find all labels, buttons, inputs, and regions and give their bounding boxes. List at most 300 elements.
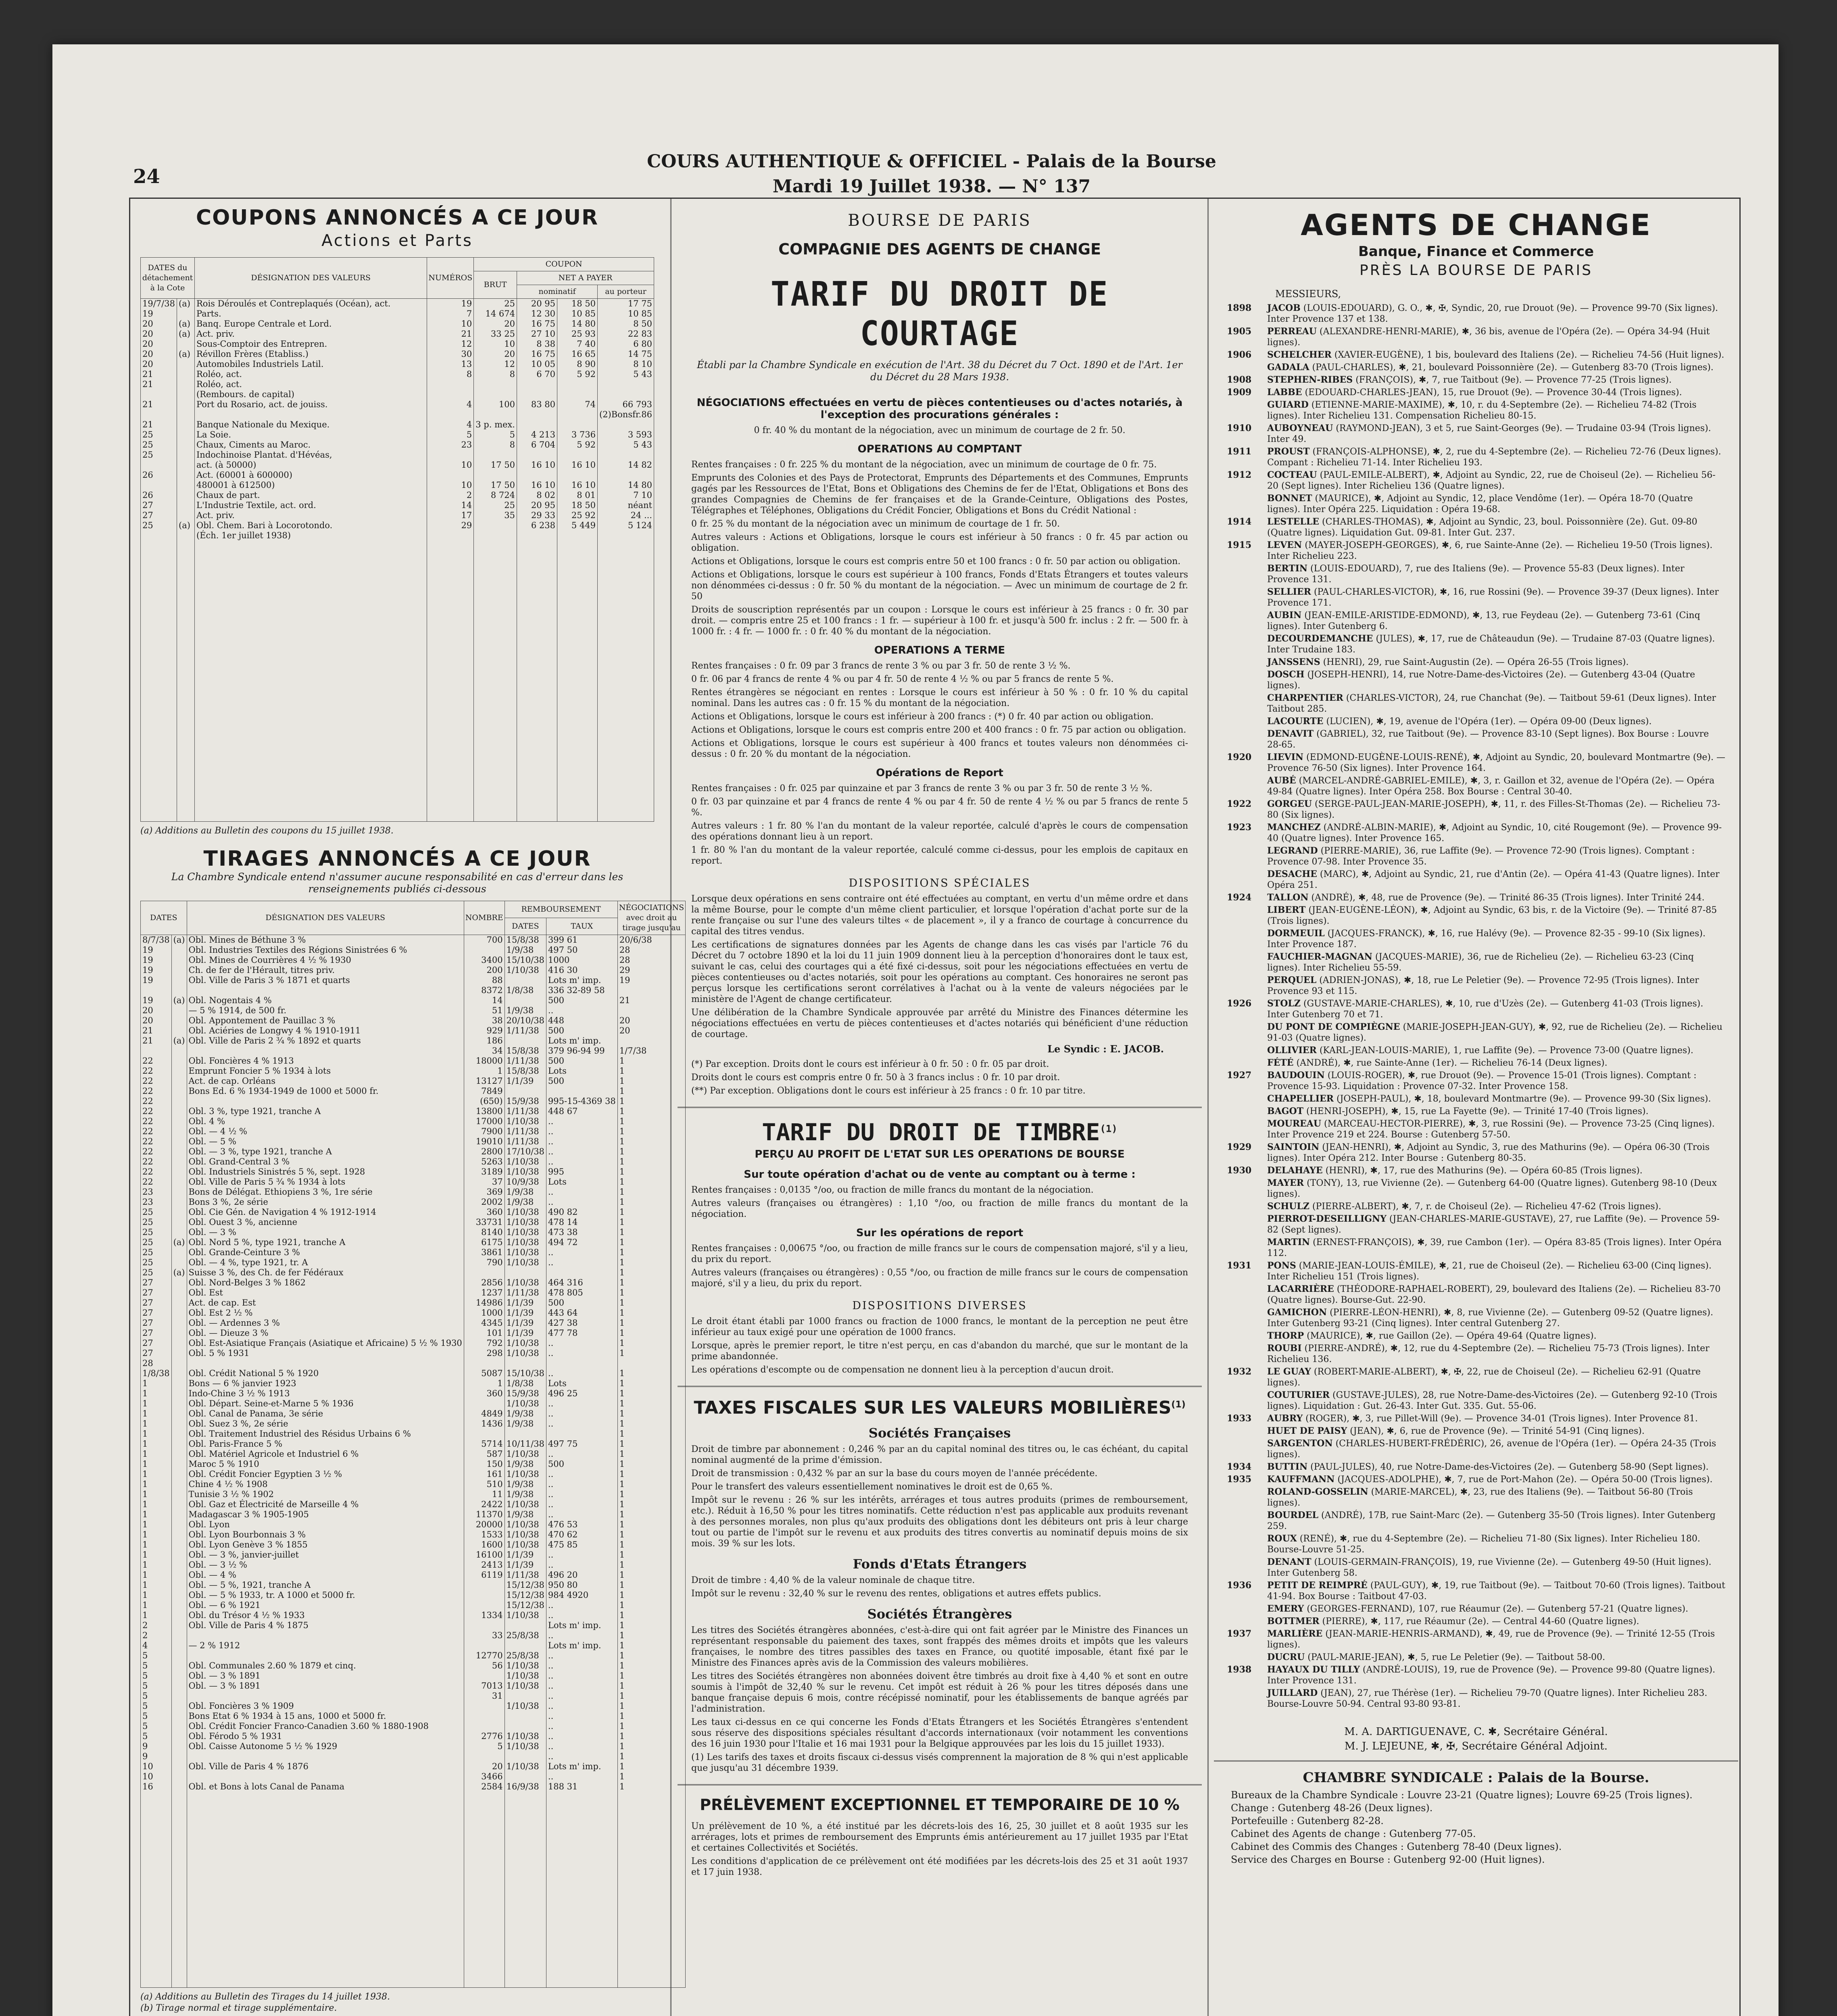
tirage-row	[141, 1348, 686, 1358]
agent-details: (SERGE-PAUL-JEAN-MARIE-JOSEPH), ✱, 11, r. des Filles-St-Thomas (2e). — Richelieu 73-80 (Six lignes).	[1267, 799, 1720, 820]
tirage-cell: 1	[617, 1248, 685, 1258]
agent-details: (EDMOND-EUGÈNE-LOUIS-RENÉ), ✱, Adjoint au Syndic, 20, boulevard Montmartre (9e). — Provence 76-50 (Six lignes). Inter Provence 164.	[1267, 752, 1726, 773]
tirage-cell: 1	[617, 1631, 685, 1641]
tirage-cell: 16100	[464, 1550, 505, 1560]
tirage-cell: 27	[141, 1348, 172, 1358]
agent-year	[1227, 1604, 1267, 1614]
tirage-cell: 1	[617, 1711, 685, 1721]
tirage-cell: Bons Ed. 6 % 1934-1949 de 1000 et 5000 fr.	[187, 1086, 464, 1096]
coupon-cell	[597, 450, 654, 460]
comptant-paragraph: Actions et Obligations, lorsque le cours est supérieur à 100 francs, Fonds d'Etats Étrangers et toutes valeurs non dénommées ci-dessus : 0 fr. 50 % du montant de la négociation. — Avec un minimum de courtage de 2 fr. 50	[691, 570, 1188, 602]
tirage-cell: 15/10/38	[505, 1368, 546, 1379]
coupon-cell	[557, 531, 597, 541]
tirage-cell	[171, 1741, 187, 1752]
coupon-cell: 13	[427, 359, 474, 369]
terme-paragraph: Actions et Obligations, lorsque le cours est supérieur à 400 francs et toutes valeurs non dénommées ci-dessus : 0 fr. 20 % du montant de la négociation.	[691, 738, 1188, 759]
coupon-cell: 14 82	[597, 460, 654, 470]
tirage-cell: 1/10/38	[505, 1338, 546, 1348]
agent-name: CHAPELLIER	[1267, 1093, 1334, 1104]
tirage-cell: 1	[141, 1409, 172, 1419]
timbre-report-heading: Sur les opérations de report	[856, 1227, 1024, 1239]
tirage-cell: Lots m' imp.	[546, 1036, 617, 1046]
tirage-cell: Obl. Grande-Ceinture 3 %	[187, 1248, 464, 1258]
coupon-cell: 16 65	[557, 349, 597, 359]
tirage-cell	[171, 1449, 187, 1459]
tirage-cell: 188 31	[546, 1782, 617, 1792]
tirage-cell: Obl. Mines de Courrières 4 ½ % 1930	[187, 955, 464, 965]
tirage-cell	[464, 1701, 505, 1711]
tirage-cell: 1/10/38	[505, 1681, 546, 1691]
coupons-col-designation: DÉSIGNATION DES VALEURS	[195, 258, 427, 299]
tirage-cell	[505, 1358, 546, 1368]
agent-name: JUILLARD	[1267, 1688, 1318, 1698]
agent-year	[1227, 1487, 1267, 1508]
tirage-cell	[617, 1006, 685, 1016]
tirage-cell: 8372	[464, 985, 505, 996]
coupon-cell	[597, 531, 654, 541]
tirage-cell	[141, 1046, 172, 1056]
coupon-cell	[141, 531, 177, 541]
agent-year	[1227, 610, 1267, 632]
right-divider	[1214, 1760, 1738, 1762]
tirage-cell	[171, 985, 187, 996]
tirage-cell: (a)	[171, 996, 187, 1006]
agent-name: FAUCHIER-MAGNAN	[1267, 952, 1372, 962]
tirage-cell: 1	[617, 1137, 685, 1147]
taxes-title-sup: (1)	[1171, 1400, 1186, 1410]
agent-entry	[1227, 610, 1725, 632]
tirage-cell: 2584	[464, 1782, 505, 1792]
tirage-cell: 500	[546, 1056, 617, 1066]
coupon-cell: néant	[597, 500, 654, 510]
tirage-row	[141, 1530, 686, 1540]
tirage-cell: Obl. — 5 %	[187, 1137, 464, 1147]
tirages-footnote-b: (b) Tirage normal et tirage supplémentaire.	[140, 2003, 337, 2013]
agent-entry	[1227, 1178, 1725, 1200]
tirage-row	[141, 1298, 686, 1308]
tirage-cell: 1	[141, 1489, 172, 1500]
coupon-cell: 10 85	[597, 309, 654, 319]
tirage-cell	[171, 1469, 187, 1479]
coupon-row	[141, 379, 654, 389]
tirage-cell	[171, 1580, 187, 1590]
tirage-cell	[171, 1348, 187, 1358]
agent-details: (ETIENNE-MARIE-MAXIME), ✱, 10, r. du 4-Septembre (2e). — Richelieu 74-82 (Trois lignes). Inter Richelieu 131. Compensation Richelieu 80-15.	[1267, 400, 1697, 421]
compagnie-heading: COMPAGNIE DES AGENTS DE CHANGE	[778, 240, 1101, 258]
coupon-cell: 19	[427, 299, 474, 309]
agent-details: (ANDRÉ-ALBIN-MARIE), ✱, Adjoint au Syndic, 10, cité Rougemont (9e). — Provence 99-40 (Quatre lignes). Inter Provence 165.	[1267, 823, 1722, 843]
tirage-cell	[171, 965, 187, 975]
agent-entry	[1227, 1331, 1725, 1341]
agent-year	[1227, 657, 1267, 668]
tirage-cell: 448 67	[546, 1106, 617, 1116]
coupon-cell: 6 704	[517, 440, 557, 450]
diverses-heading: DISPOSITIONS DIVERSES	[852, 1300, 1027, 1312]
coupon-cell: 14 80	[597, 480, 654, 490]
agent-year	[1227, 493, 1267, 515]
middle-column	[678, 198, 1202, 2016]
tirage-cell: 1	[617, 1379, 685, 1389]
tirage-cell: ..	[546, 1510, 617, 1520]
agent-text	[1267, 1580, 1725, 1602]
tirage-cell: ..	[546, 1419, 617, 1429]
agent-name: LE GUAY	[1267, 1366, 1311, 1377]
tirage-cell: 22	[141, 1147, 172, 1157]
agent-details: (CHARLES-THOMAS), ✱, Adjoint au Syndic, 23, boul. Poissonnière (2e). Gut. 09-80 (Quatre lignes). Liquidation Gut. 09-81. Inter Gut. 237.	[1267, 517, 1697, 538]
tirage-cell	[464, 1752, 505, 1762]
coupon-cell: Chaux, Ciments au Maroc.	[195, 440, 427, 450]
tirage-cell: 476 53	[546, 1520, 617, 1530]
agent-details: (JACQUES-FRANCK), ✱, 16, rue Halévy (9e). — Provence 82-35 - 99-10 (Six lignes). Inter Provence 187.	[1267, 929, 1706, 950]
tirage-cell	[171, 1016, 187, 1026]
tirage-cell: 1/10/38	[505, 1469, 546, 1479]
tirage-cell: 336 32-89 58	[546, 985, 617, 996]
agent-text	[1267, 775, 1725, 797]
agent-name: DECOURDEMANCHE	[1267, 633, 1373, 644]
tirage-cell: 34	[464, 1046, 505, 1056]
coupon-cell	[517, 410, 557, 420]
agent-year	[1227, 1284, 1267, 1306]
tirage-cell: 22	[141, 1076, 172, 1086]
agent-text	[1267, 1260, 1725, 1282]
tirage-row	[141, 1187, 686, 1197]
tirage-cell: Obl. Grand-Central 3 %	[187, 1157, 464, 1167]
coupon-cell: 7 10	[597, 490, 654, 500]
agent-details: (PAUL-JULES), 40, rue Notre-Dame-des-Victoires (2e). — Gutenberg 58-90 (Sept lignes).	[1310, 1462, 1709, 1472]
tirage-cell: 1	[617, 1610, 685, 1620]
fonds-etrangers-heading: Fonds d'Etats Étrangers	[853, 1556, 1027, 1572]
coupon-cell	[557, 389, 597, 400]
agent-name: GUIARD	[1267, 400, 1309, 410]
comptant-heading: OPERATIONS AU COMPTANT	[857, 443, 1022, 455]
coupon-cell: 16 10	[557, 460, 597, 470]
tirage-cell: 1	[617, 1489, 685, 1500]
agent-details: (JACQUES-MARIE), 36, rue de Richelieu (2e). — Richelieu 63-23 (Cinq lignes). Inter Richelieu 55-59.	[1267, 952, 1694, 973]
coupon-row	[141, 460, 654, 470]
tirage-cell: 984 4920	[546, 1590, 617, 1600]
tirage-cell: 25	[141, 1258, 172, 1268]
tirage-cell	[187, 1096, 464, 1106]
agent-text	[1267, 669, 1725, 691]
agent-year	[1227, 587, 1267, 608]
page-number: 24	[133, 165, 160, 188]
agent-year	[1227, 633, 1267, 655]
tirage-cell	[464, 1399, 505, 1409]
agent-entry	[1227, 387, 1725, 398]
tirage-cell	[171, 1419, 187, 1429]
agent-entry	[1227, 563, 1725, 585]
tirage-row	[141, 1651, 686, 1661]
tirage-cell: 20	[141, 1006, 172, 1016]
coupons-footnote: (a) Additions au Bulletin des coupons du 15 juillet 1938.	[140, 826, 394, 836]
tirage-cell	[464, 1268, 505, 1278]
tirage-cell	[171, 1651, 187, 1661]
tirage-cell: 2413	[464, 1560, 505, 1570]
agent-details: (LUCIEN), ✱, 19, avenue de l'Opéra (1er). — Opéra 09-00 (Deux lignes).	[1326, 716, 1652, 727]
tirage-cell	[505, 1086, 546, 1096]
tirage-cell: 3861	[464, 1248, 505, 1258]
tirage-cell: 1	[141, 1590, 172, 1600]
coupon-cell: 8 01	[557, 490, 597, 500]
tirage-cell: 2800	[464, 1147, 505, 1157]
tirage-cell: 1	[141, 1510, 172, 1520]
tirage-cell: 31	[464, 1691, 505, 1701]
coupon-row	[141, 369, 654, 379]
tirage-cell: ..	[546, 1116, 617, 1127]
coupon-cell: 26	[141, 470, 177, 480]
tirage-cell: 1	[617, 1782, 685, 1792]
report-paragraph: 0 fr. 03 par quinzaine et par 4 francs de rente 4 % ou par 4 fr. 50 de rente 4 ½ % ou par 5 francs de rente 5 %.	[691, 797, 1188, 818]
tirage-cell: 5	[141, 1661, 172, 1671]
tirage-cell: 1/10/38	[505, 1449, 546, 1459]
coupon-cell: (Éch. 1er juillet 1938)	[195, 531, 427, 541]
agent-year	[1227, 1426, 1267, 1437]
agent-name: MOUREAU	[1267, 1118, 1322, 1129]
tirage-cell	[171, 1258, 187, 1268]
agent-entry	[1227, 693, 1725, 714]
tirage-cell: 5	[141, 1691, 172, 1701]
agent-text	[1267, 1106, 1725, 1117]
agent-entry	[1227, 1237, 1725, 1259]
tirage-cell: Suisse 3 %, des Ch. de fer Fédéraux	[187, 1268, 464, 1278]
coupon-cell: 5 92	[557, 369, 597, 379]
tirage-cell: 1/1/39	[505, 1298, 546, 1308]
tirage-row	[141, 1076, 686, 1086]
tirage-cell: ..	[546, 1187, 617, 1197]
tirage-row	[141, 955, 686, 965]
tirage-cell: Obl. Cie Gén. de Navigation 4 % 1912-1914	[187, 1207, 464, 1217]
coupon-cell: 8 38	[517, 339, 557, 349]
coupon-cell: 25 92	[557, 510, 597, 521]
tirage-cell	[546, 1268, 617, 1278]
agent-year: 1914	[1227, 516, 1252, 527]
tirage-cell: 5	[141, 1731, 172, 1741]
coupon-row	[141, 480, 654, 490]
tirage-cell: 1	[617, 1762, 685, 1772]
tirage-cell: 1	[141, 1530, 172, 1540]
tirage-cell: 19	[141, 945, 172, 955]
coupon-cell: 5	[427, 430, 474, 440]
agent-name: MANCHEZ	[1267, 822, 1321, 833]
tirage-cell: 1	[617, 1278, 685, 1288]
coupons-col-brut: BRUT	[474, 271, 517, 299]
agent-name: MAYER	[1267, 1178, 1304, 1188]
tirage-cell: Obl. Gaz et Électricité de Marseille 4 %	[187, 1500, 464, 1510]
agent-details: (RAYMOND-JEAN), 3 et 5, rue Saint-Georges (9e). — Trudaine 03-94 (Trois lignes). Inter 49.	[1267, 423, 1711, 444]
tirage-cell: 1	[141, 1429, 172, 1439]
tirage-cell: 8140	[464, 1227, 505, 1237]
tirage-cell: 15/12/38	[505, 1580, 546, 1590]
agent-text	[1267, 423, 1725, 445]
tirage-cell: 1/10/38	[505, 965, 546, 975]
agent-details: (MARIE-JEAN-LOUIS-ÉMILE), ✱, 21, rue de Choiseul (2e). — Richelieu 63-00 (Cinq lignes). Inter Richelieu 151 (Trois lignes).	[1267, 1261, 1712, 1282]
agent-text	[1267, 326, 1725, 348]
tirage-cell: 1/10/38	[505, 1217, 546, 1227]
tirage-cell: 1	[141, 1610, 172, 1620]
tirage-row	[141, 1046, 686, 1056]
bourse-heading: BOURSE DE PARIS	[848, 211, 1032, 230]
tirage-cell: 1	[617, 1671, 685, 1681]
tirage-cell: (a)	[171, 1268, 187, 1278]
secretaire-adjoint: M. J. LEJEUNE, ✱, ✠, Secrétaire Général Adjoint.	[1344, 1740, 1608, 1752]
coupon-cell-filler	[427, 541, 474, 822]
agent-text	[1267, 493, 1725, 515]
agent-year	[1227, 729, 1267, 750]
agent-name: THORP	[1267, 1331, 1304, 1341]
tirage-cell: ..	[546, 1721, 617, 1731]
timbre-report-paragraph: Rentes françaises : 0,00675 °/oo, ou fraction de mille francs sur le cours de compensation majoré, s'il y a lieu, du prix du report.	[691, 1243, 1188, 1264]
coupon-cell: 14	[427, 500, 474, 510]
coupon-cell	[427, 531, 474, 541]
coupon-cell: 18 50	[557, 500, 597, 510]
coupon-cell: 5 449	[557, 521, 597, 531]
agent-text	[1267, 563, 1725, 585]
agent-details: (JOSEPH-PAUL), ✱, 18, boulevard Montmartre (9e). — Provence 99-30 (Six lignes).	[1336, 1094, 1711, 1104]
tirage-cell: 5	[141, 1681, 172, 1691]
agent-name: PIERROT-DESEILLIGNY	[1267, 1214, 1387, 1224]
agent-details: (ANDRÉ), ✱, rue Sainte-Anne (1er). — Richelieu 76-14 (Deux lignes).	[1296, 1058, 1608, 1068]
agent-name: BOTTMER	[1267, 1616, 1320, 1627]
tirage-row	[141, 1711, 686, 1721]
tirage-cell	[546, 1358, 617, 1368]
report-heading: Opérations de Report	[876, 767, 1003, 779]
tirage-row	[141, 1036, 686, 1046]
comptant-paragraph: Emprunts des Colonies et des Pays de Protectorat, Emprunts des Départements et des Communes, Emprunts gagés par les Ressources de l'Etat, Bons et Obligations des Chemins de fer de l'Etat, Obligations et Bons des grandes Compagnies de Chemins de fer françaises et de la Grande-Ceinture, Obligations des Postes, Télégraphes et Téléphones, Obligations du Crédit Foncier, Obligations et Bons du Crédit National :	[691, 473, 1188, 516]
tirage-cell	[171, 1197, 187, 1207]
coupon-cell	[557, 420, 597, 430]
coupon-cell: 19	[141, 309, 177, 319]
agent-name: STEPHEN-RIBES	[1267, 375, 1353, 385]
tirage-cell: Obl. Paris-France 5 %	[187, 1439, 464, 1449]
tirage-cell: Obl. Est 2 ½ %	[187, 1308, 464, 1318]
agent-name: GAMICHON	[1267, 1307, 1327, 1318]
coupon-cell: L'Industrie Textile, act. ord.	[195, 500, 427, 510]
tirage-cell: Obl. Crédit Foncier Franco-Canadien 3.60 % 1880-1908	[187, 1721, 464, 1731]
tirage-cell: 1	[617, 1681, 685, 1691]
coupons-table	[140, 257, 654, 822]
tirage-row	[141, 1237, 686, 1248]
agent-details: (PAUL-GUY), ✱, 19, rue Taitbout (9e). — Taitbout 70-60 (Trois lignes). Taitbout 41-94. Box Bourse : Taitbout 47-03.	[1267, 1581, 1725, 1602]
coupon-cell: Indochinoise Plantat. d'Hévéas,	[195, 450, 427, 460]
agent-name: LEGRAND	[1267, 846, 1318, 856]
tirage-cell	[171, 1157, 187, 1167]
tirage-row	[141, 1479, 686, 1489]
tirage-cell: 12770	[464, 1651, 505, 1661]
tirage-row	[141, 1439, 686, 1449]
agent-details: (PIERRE-ALBERT), ✱, 7, r. de Choiseul (2e). — Richelieu 47-62 (Trois lignes).	[1312, 1202, 1662, 1212]
agent-year: 1920	[1227, 752, 1252, 762]
coupon-cell	[177, 470, 195, 480]
comptant-paragraph: Autres valeurs : Actions et Obligations, lorsque le cours est inférieur à 50 francs : 0 fr. 45 par action ou obligation.	[691, 532, 1188, 553]
tirage-cell: 20	[464, 1762, 505, 1772]
societes-etrangeres-paragraph: (1) Les tarifs des taxes et droits fiscaux ci-dessus visés comprennent la majoration de 8 % qui n'est applicable que jusqu'au 31 décembre 1939.	[691, 1752, 1188, 1773]
tirage-cell: 427 38	[546, 1318, 617, 1328]
tirage-cell: Obl. — 3 % 1891	[187, 1671, 464, 1681]
agent-text	[1267, 1307, 1725, 1329]
timbre-paragraph: Rentes françaises : 0,0135 °/oo, ou fraction de mille francs du montant de la négociation.	[691, 1185, 1094, 1195]
agent-entry	[1227, 975, 1725, 997]
agent-name: DELAHAYE	[1267, 1165, 1323, 1176]
tirage-cell: 950 80	[546, 1580, 617, 1590]
tirage-cell: 88	[464, 975, 505, 985]
tirage-cell: 1/10/38	[505, 1731, 546, 1741]
agent-text	[1267, 1178, 1725, 1200]
tirage-cell: 929	[464, 1026, 505, 1036]
coupon-cell: 25 93	[557, 329, 597, 339]
tirage-cell: 20	[617, 1026, 685, 1036]
coupon-cell-filler	[195, 541, 427, 822]
agent-year	[1227, 1343, 1267, 1365]
agent-name: TALLON	[1267, 892, 1309, 903]
tirage-cell: 15/12/38	[505, 1590, 546, 1600]
tirage-row	[141, 1570, 686, 1580]
tirage-cell: 9	[141, 1752, 172, 1762]
agent-details: (PAUL-MARIE-JEAN), ✱, 5, rue Le Peletier (9e). — Taitbout 58-00.	[1307, 1652, 1606, 1662]
tirage-row	[141, 1258, 686, 1268]
tirage-row	[141, 1016, 686, 1026]
tirage-cell: Lots m' imp.	[546, 1620, 617, 1631]
tirage-cell	[546, 1429, 617, 1439]
agent-name: LEVEN	[1267, 540, 1302, 550]
tirage-cell: 1	[617, 1147, 685, 1157]
tirage-cell	[171, 1066, 187, 1076]
agent-name: JACOB	[1267, 303, 1301, 313]
coupon-cell: 20	[474, 319, 517, 329]
agent-entry	[1227, 1106, 1725, 1117]
tirage-cell	[171, 1248, 187, 1258]
coupon-cell	[427, 410, 474, 420]
tirage-cell	[171, 1550, 187, 1560]
agent-entry	[1227, 1058, 1725, 1068]
tirage-cell: Obl. Crédit National 5 % 1920	[187, 1368, 464, 1379]
tirage-cell	[187, 1046, 464, 1056]
coupon-cell: 2	[427, 490, 474, 500]
coupon-cell: 8 10	[597, 359, 654, 369]
coupon-row	[141, 329, 654, 339]
tirage-cell: 10/11/38	[505, 1439, 546, 1449]
running-head	[605, 149, 1258, 199]
tirage-cell: 5	[141, 1671, 172, 1681]
agent-text	[1267, 387, 1725, 398]
coupon-row	[141, 349, 654, 359]
tirage-row	[141, 1177, 686, 1187]
tirage-cell	[171, 1429, 187, 1439]
tirage-cell	[171, 1520, 187, 1530]
agent-text	[1267, 400, 1725, 421]
tirage-row	[141, 1510, 686, 1520]
coupon-cell: 5 43	[597, 440, 654, 450]
tirage-cell	[141, 985, 172, 996]
tirage-row	[141, 1358, 686, 1368]
tirage-cell: 15/8/38	[505, 1066, 546, 1076]
tirage-cell: 1	[617, 1106, 685, 1116]
tirage-row	[141, 965, 686, 975]
coupon-cell: 29 33	[517, 510, 557, 521]
coupon-cell: 10	[427, 460, 474, 470]
agent-text	[1267, 633, 1725, 655]
coupon-cell: 23	[427, 440, 474, 450]
agent-year: 1910	[1227, 423, 1252, 433]
agent-year: 1933	[1227, 1413, 1252, 1424]
tirage-cell: 1	[141, 1540, 172, 1550]
tirage-cell: 20	[141, 1016, 172, 1026]
tirage-cell	[617, 985, 685, 996]
tirage-cell	[171, 1328, 187, 1338]
coupon-cell	[597, 420, 654, 430]
tirage-cell: Obl. — 5 %, 1921, tranche A	[187, 1580, 464, 1590]
tirages-title: TIRAGES ANNONCÉS A CE JOUR	[203, 847, 591, 871]
terme-heading: OPERATIONS A TERME	[874, 644, 1005, 656]
